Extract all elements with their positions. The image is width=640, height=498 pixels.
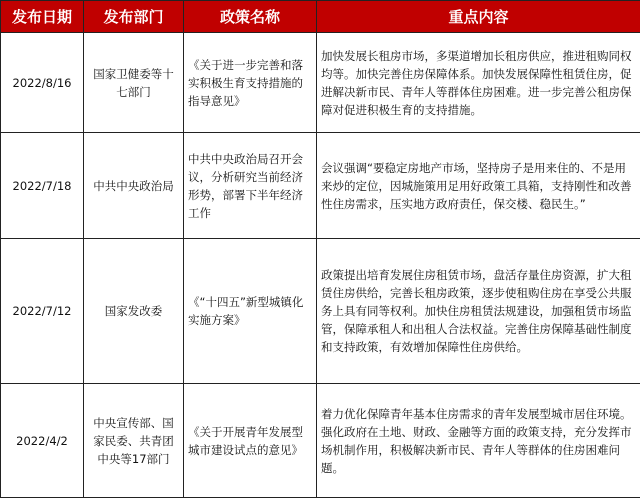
cell-policy-name: 《“十四五”新型城镇化实施方案》: [184, 239, 317, 384]
header-publish-date: 发布日期: [1, 1, 84, 33]
cell-department: 国家卫健委等十七部门: [84, 33, 184, 133]
cell-department: 中共中央政治局: [84, 133, 184, 239]
cell-policy-name: 中共中央政治局召开会议，分析研究当前经济形势，部署下半年经济工作: [184, 133, 317, 239]
cell-key-content: 着力优化保障青年基本住房需求的青年发展型城市居住环境。强化政府在土地、财政、金融等方面的政策支持，充分发挥市场机制作用，积极解决新市民、青年人等群体的住房困难问题。: [317, 384, 640, 498]
table-row: [1, 33, 640, 133]
cell-date: 2022/7/18: [1, 133, 84, 239]
table-row: [1, 384, 640, 498]
table-header-row: [1, 1, 640, 33]
cell-policy-name: 《关于进一步完善和落实积极生育支持措施的指导意见》: [184, 33, 317, 133]
cell-department: 中央宣传部、国家民委、共青团中央等17部门: [84, 384, 184, 498]
cell-key-content: 政策提出培育发展住房租赁市场，盘活存量住房资源，扩大租赁住房供给，完善长租房政策，逐步使租购住房在享受公共服务上具有同等权利。加快住房租赁法规建设，加强租赁市场监管，保障承租人和出租人合法权益。完善住房保障基础性制度和支持政策，有效增加保障性住房供给。: [317, 239, 640, 384]
header-publish-department: 发布部门: [84, 1, 184, 33]
header-key-content: 重点内容: [317, 1, 640, 33]
cell-date: 2022/8/16: [1, 33, 84, 133]
cell-key-content: 加快发展长租房市场，多渠道增加长租房供应，推进租购同权均等。加快完善住房保障体系。加快发展保障性租赁住房，促进解决新市民、青年人等群体住房困难。进一步完善公租房保障对促进积极生育的支持措施。: [317, 33, 640, 133]
table-row: [1, 239, 640, 384]
cell-date: 2022/4/2: [1, 384, 84, 498]
cell-date: 2022/7/12: [1, 239, 84, 384]
cell-policy-name: 《关于开展青年发展型城市建设试点的意见》: [184, 384, 317, 498]
cell-key-content: 会议强调“要稳定房地产市场，坚持房子是用来住的、不是用来炒的定位，因城施策用足用好政策工具箱，支持刚性和改善性住房需求，压实地方政府责任，保交楼、稳民生。”: [317, 133, 640, 239]
header-policy-name: 政策名称: [184, 1, 317, 33]
table-row: [1, 133, 640, 239]
cell-department: 国家发改委: [84, 239, 184, 384]
